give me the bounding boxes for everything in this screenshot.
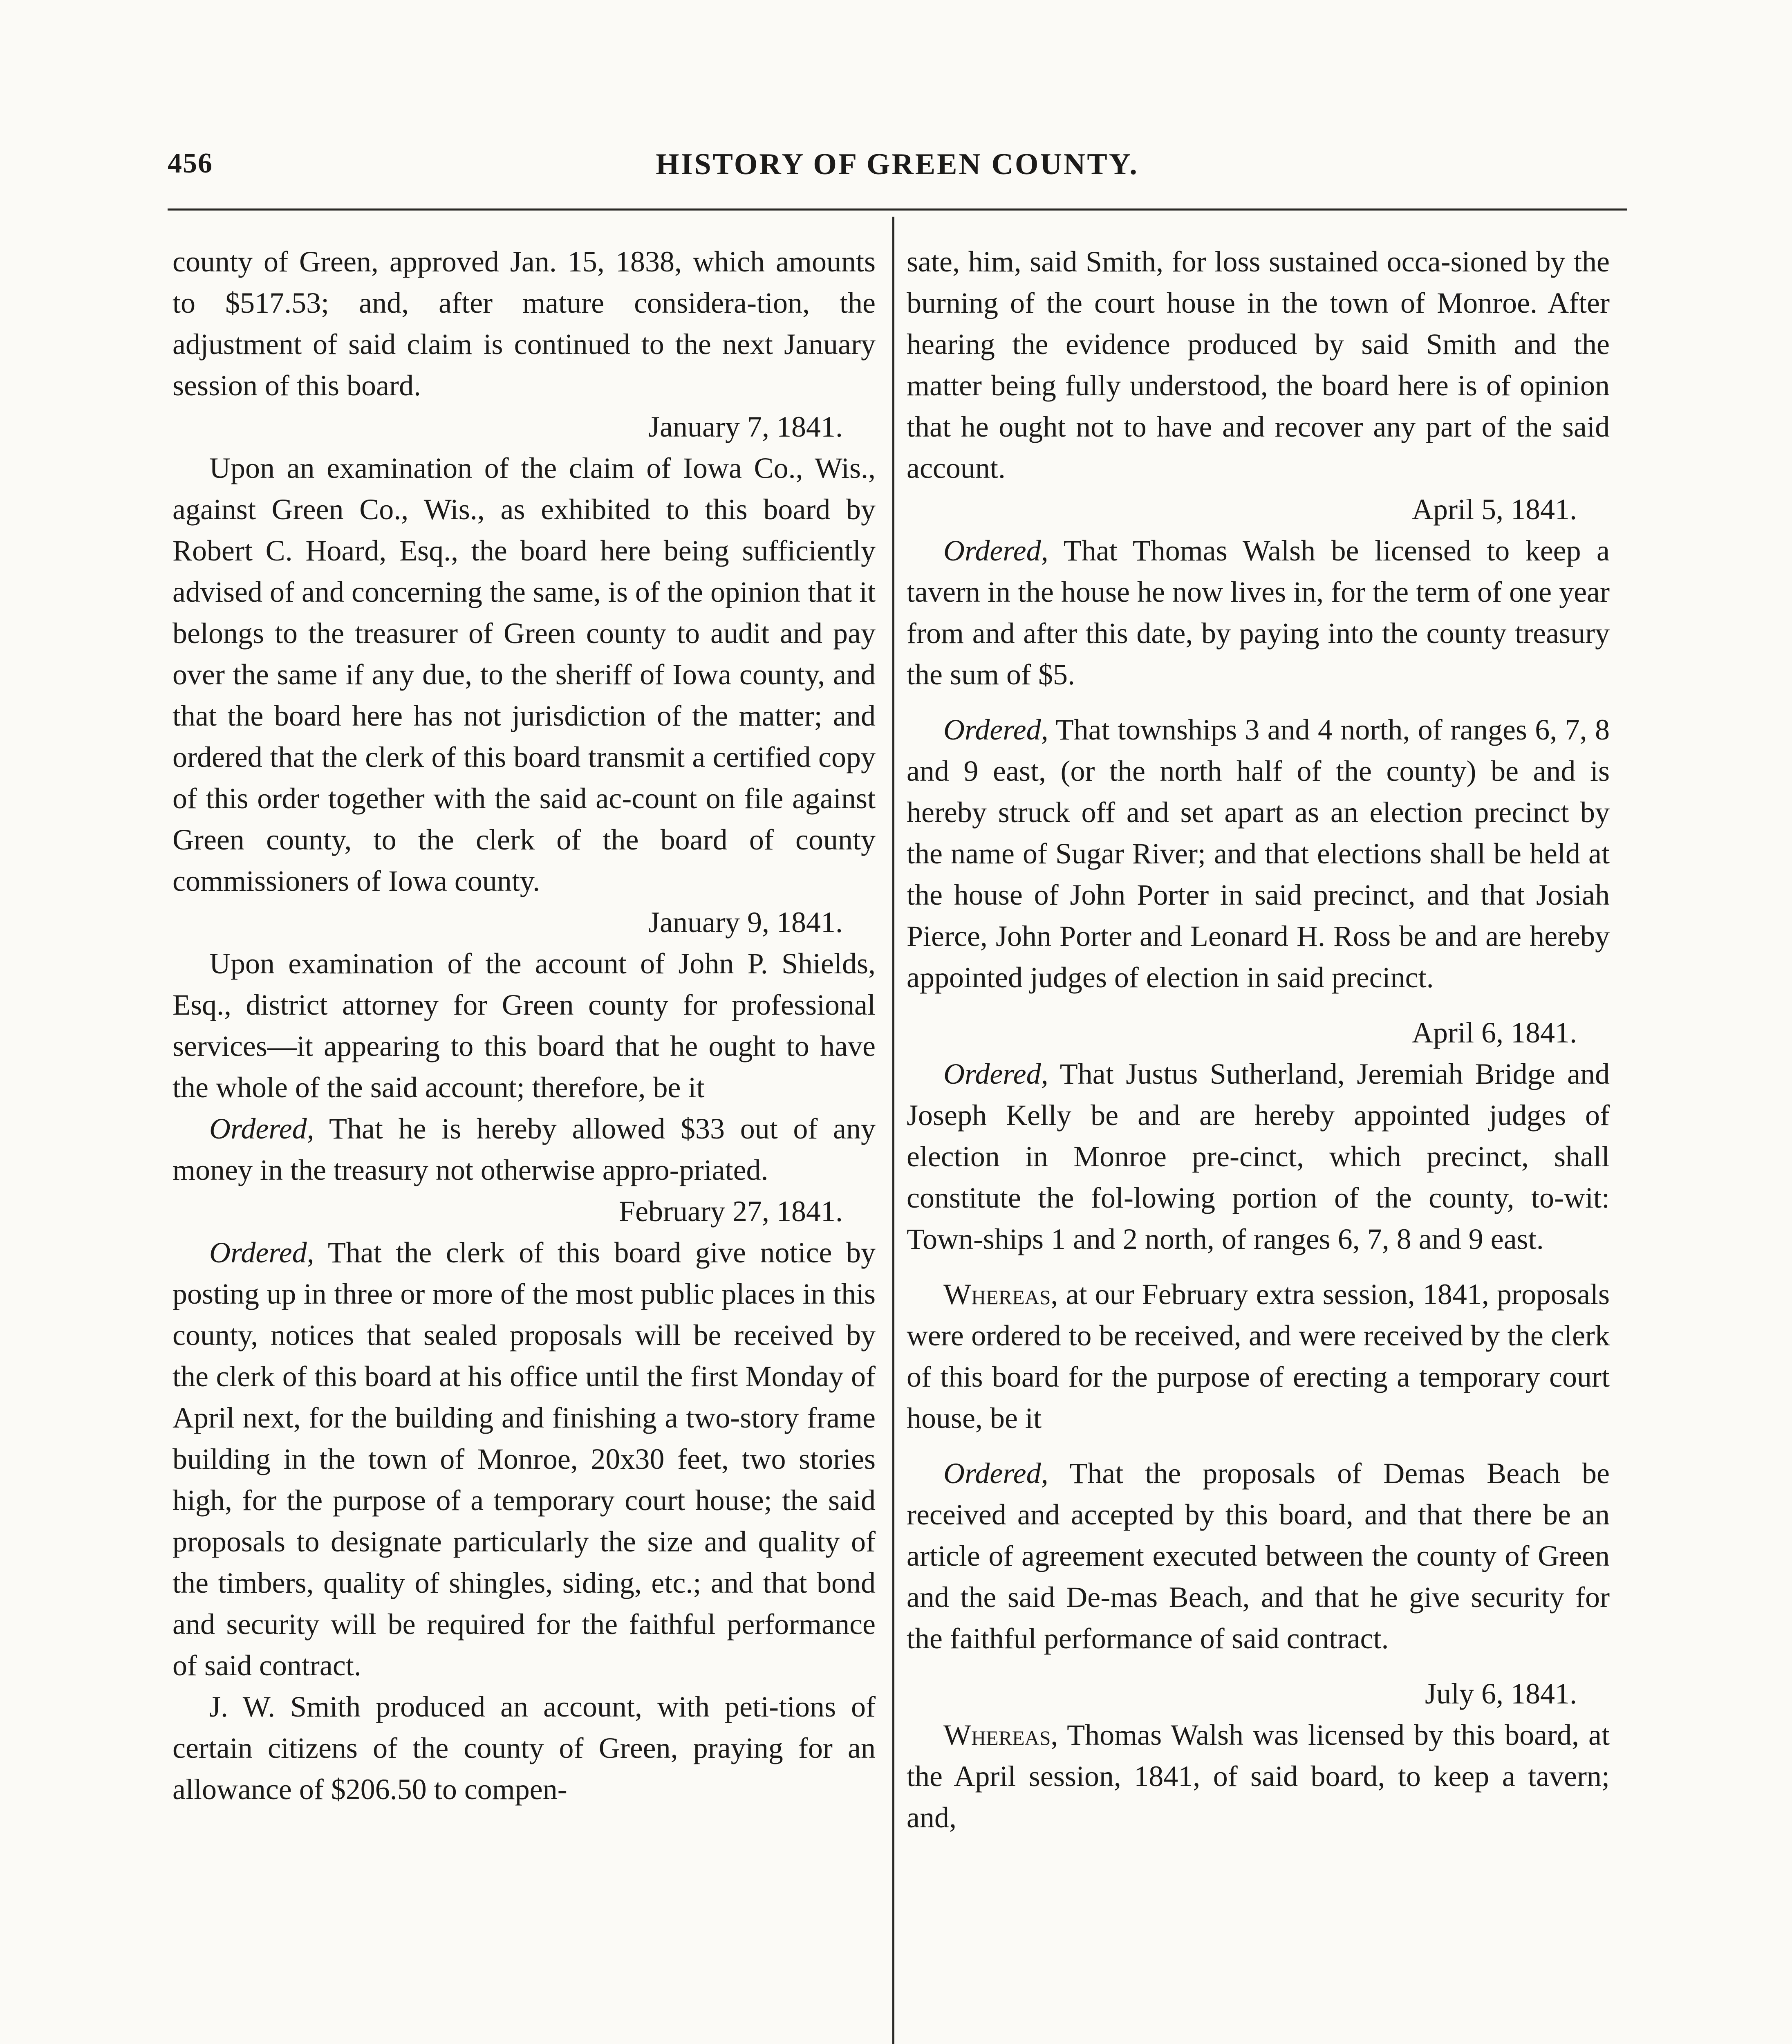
ordered-lead: Ordered, — [943, 1058, 1048, 1090]
paragraph — [907, 1453, 1610, 1659]
paragraph: sate, him, said Smith, for loss sustained occa-sioned by the burning of the court house in the town of Monroe. After hearing the evidence produced by said Smith and the matter being fully understood, the board here is of opinion that he ought not to have and recover any part of the said account. — [907, 245, 1610, 484]
paragraph: Upon an examination of the claim of Iowa Co., Wis., against Green Co., Wis., as exhibited to this board by Robert C. Hoard, Esq., the board here being sufficiently advised of and concerning the same, is of the opinion that it belongs to the treasurer of Green county to audit and pay over the same if any due, to the sheriff of Iowa county, and that the board here has not jurisdiction of the matter; and ordered that the clerk of this board transmit a certified copy of this order together with the said ac-count on file against Green county, to the clerk of the board of county commissioners of Iowa county. — [172, 452, 876, 897]
entry-date: January 9, 1841. — [648, 906, 843, 939]
ordered-lead: Ordered, — [943, 713, 1048, 746]
paragraph — [907, 709, 1610, 998]
whereas-lead: Whereas, — [943, 1278, 1058, 1311]
paragraph-text: That the clerk of this board give notice by posting up in three or more of the most public places in this county, notices that sealed proposals will be received by the clerk of this board at his office until the first Monday of April next, for the building and finishing a two-story frame building in the town of Monroe, 20x30 feet, two stories high, for the purpose of a temporary court house; the said proposals to designate particularly the size and quality of the timbers, quality of shingles, siding, etc.; and that bond and security will be required for the faithful performance of said contract. — [172, 1236, 876, 1682]
paragraph-text: That Thomas Walsh be licensed to keep a tavern in the house he now lives in, for the term of one year from and after this date, by paying into the county treasury the sum of $5. — [907, 534, 1610, 691]
ordered-lead: Ordered, — [943, 534, 1048, 567]
paragraph-text: That townships 3 and 4 north, of ranges 6, 7, 8 and 9 east, (or the north half of the county) be and is hereby struck off and set apart as an election precinct by the name of Sugar River; and that elections shall be held at the house of John Porter in said precinct, and that Josiah Pierce, John Porter and Leonard H. Ross be and are hereby appointed judges of election in said precinct. — [907, 713, 1610, 994]
entry-date: January 7, 1841. — [648, 410, 843, 443]
entry-date: February 27, 1841. — [619, 1195, 843, 1228]
ordered-lead: Ordered, — [943, 1457, 1048, 1490]
paragraph-text: That the proposals of Demas Beach be received and accepted by this board, and that there be an article of agreement executed between the county of Green and the said De-mas Beach, and that he give security for the faithful performance of said contract. — [907, 1457, 1610, 1655]
paragraph — [907, 530, 1610, 695]
entry-date: July 6, 1841. — [1425, 1677, 1577, 1710]
paragraph-text: at our February extra session, 1841, proposals were ordered to be received, and were received by the clerk of this board for the purpose of erecting a temporary court house, be it — [907, 1278, 1610, 1434]
whereas-lead: Whereas, — [943, 1719, 1058, 1751]
paragraph — [907, 1274, 1610, 1439]
paragraph — [172, 1232, 876, 1686]
entry-date: April 6, 1841. — [1412, 1016, 1577, 1049]
paragraph — [907, 1053, 1610, 1260]
page-number: 456 — [168, 148, 213, 179]
paragraph-text: Thomas Walsh was licensed by this board, at the April session, 1841, of said board, to keep a tavern; and, — [907, 1719, 1610, 1834]
running-title: HISTORY OF GREEN COUNTY. — [656, 148, 1139, 181]
column-divider — [892, 217, 894, 2044]
paragraph: county of Green, approved Jan. 15, 1838, which amounts to $517.53; and, after mature considera-tion, the adjustment of said claim is continued to the next January session of this board. — [172, 245, 876, 402]
ordered-lead: Ordered, — [209, 1112, 314, 1145]
ordered-lead: Ordered, — [209, 1236, 314, 1269]
paragraph: Upon examination of the account of John P. Shields, Esq., district attorney for Green county for professional services—it appearing to this board that he ought to have the whole of the said account; therefore, be it — [172, 947, 876, 1104]
paragraph — [907, 1715, 1610, 1838]
header-rule — [168, 208, 1627, 211]
page-header — [168, 143, 1627, 192]
paragraph — [172, 1108, 876, 1191]
right-column — [907, 241, 1610, 1838]
paragraph-text: That Justus Sutherland, Jeremiah Bridge and Joseph Kelly be and are hereby appointed judges of election in Monroe pre-cinct, which precinct, shall constitute the fol-lowing portion of the county, to-wit: Town-ships 1 and 2 north, of ranges 6, 7, 8 and 9 east. — [907, 1058, 1610, 1255]
entry-date: April 5, 1841. — [1412, 493, 1577, 526]
paragraph-text: That he is hereby allowed $33 out of any money in the treasury not otherwise appro-priated. — [172, 1112, 876, 1186]
left-column — [172, 241, 876, 1810]
paragraph: J. W. Smith produced an account, with peti-tions of certain citizens of the county of Green, praying for an allowance of $206.50 to compen- — [172, 1690, 876, 1806]
